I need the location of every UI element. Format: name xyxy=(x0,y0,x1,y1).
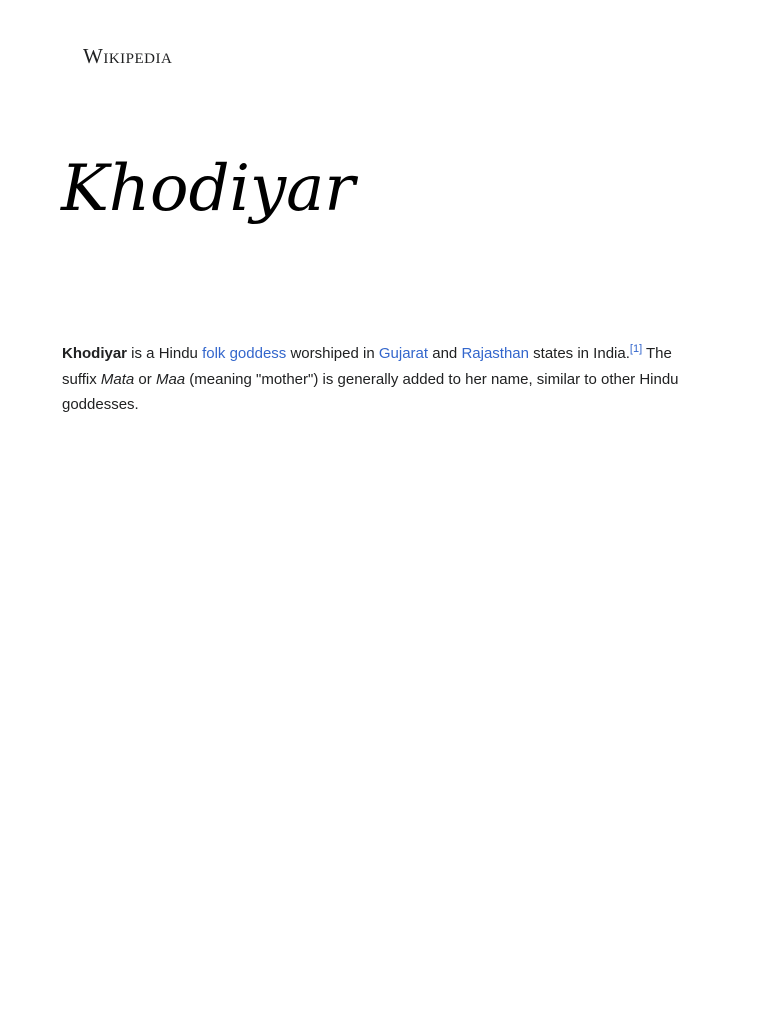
lead-text-6: or xyxy=(134,370,156,388)
lead-text-4: states in India. xyxy=(528,345,630,362)
page-title: Khodiyar xyxy=(61,152,355,226)
term-maa: Maa xyxy=(155,370,186,388)
wikipedia-wordmark-logo[interactable]: Wikipedia xyxy=(83,44,173,68)
lead-text-5: The suffix xyxy=(62,345,672,388)
link-rajasthan[interactable]: Rajasthan xyxy=(461,345,529,362)
term-mata: Mata xyxy=(100,370,135,388)
article-lead-paragraph xyxy=(62,341,702,418)
lead-text-7: (meaning "mother") is generally added to her name, similar to other Hindu goddesses. xyxy=(62,370,679,413)
reference-superscript xyxy=(630,343,642,355)
lead-text-2: worshiped in xyxy=(286,345,379,362)
lead-text-1: is a Hindu xyxy=(127,345,203,362)
article-subject-bold: Khodiyar xyxy=(62,345,128,362)
lead-text-3: and xyxy=(428,345,462,362)
reference-link-1[interactable]: [1] xyxy=(629,343,643,355)
link-folk-goddess[interactable]: folk goddess xyxy=(202,345,287,362)
link-gujarat[interactable]: Gujarat xyxy=(378,345,429,362)
